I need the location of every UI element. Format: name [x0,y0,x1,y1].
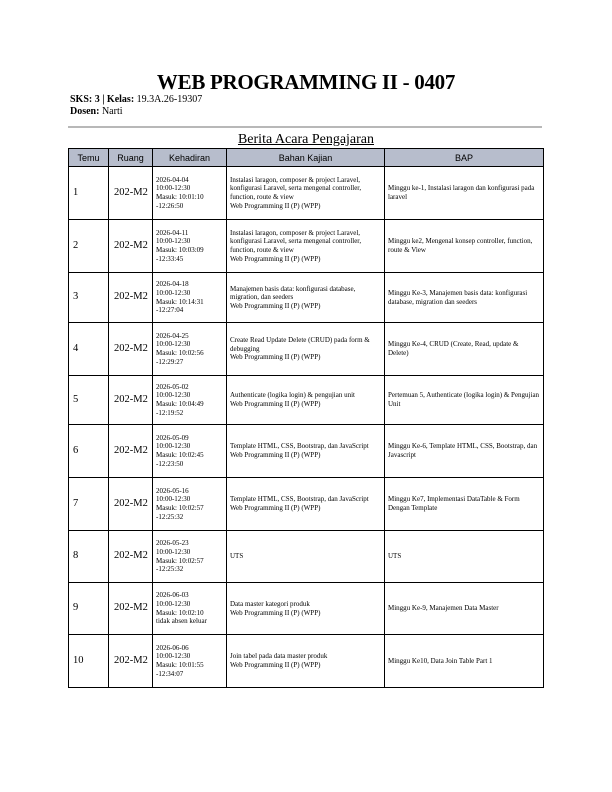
cell-temu: 1 [69,167,109,220]
table-header-row [69,149,544,167]
cell-bap: Minggu Ke10, Data Join Table Part 1 [385,635,544,688]
table-row [69,220,544,273]
cell-ruang: 202-M2 [109,323,153,376]
bahan-text: Manajemen basis data: konfigurasi database, migration, dan seeders Web Programming II (P) (WPP) [230,284,356,310]
kehadiran-text: 2026-06-06 10:00-12:30 Masuk: 10:01:55 -12:34:07 [156,643,204,678]
cell-kehadiran [153,273,227,323]
cell-kehadiran [153,167,227,220]
cell-bap: Minggu Ke-9, Manajemen Data Master [385,583,544,635]
cell-kehadiran [153,376,227,425]
cell-bahan [227,167,385,220]
kehadiran-text: 2026-05-23 10:00-12:30 Masuk: 10:02:57 -12:25:32 [156,539,204,574]
section-title: Berita Acara Pengajaran [237,132,375,147]
bahan-text: Instalasi laragon, composer & project Laravel, konfigurasi Laravel, serta mengenal controller, function, route & view Web Programming II (P) (WPP) [230,175,362,210]
bahan-text: UTS [230,552,244,561]
cell-kehadiran [153,220,227,273]
cell-bap: Minggu Ke-4, CRUD (Create, Read, update & Delete) [385,323,544,376]
divider [68,126,542,128]
cell-temu: 9 [69,583,109,635]
kehadiran-text: 2026-06-03 10:00-12:30 Masuk: 10:02:10 tidak absen keluar [156,591,207,626]
table-row [69,425,544,478]
table-row [69,376,544,425]
kehadiran-text: 2026-04-11 10:00-12:30 Masuk: 10:03:09 -12:33:45 [156,228,204,263]
dosen-value: Narti [101,106,123,117]
bahan-text: Data master kategori produk Web Programming II (P) (WPP) [230,599,321,617]
cell-kehadiran [153,583,227,635]
kehadiran-text: 2026-05-02 10:00-12:30 Masuk: 10:04:49 -12:19:52 [156,382,204,417]
cell-bap: Minggu ke2, Mengenal konsep controller, function, route & View [385,220,544,273]
header-kehadiran: Kehadiran [153,149,227,167]
cell-ruang: 202-M2 [109,425,153,478]
cell-bahan [227,531,385,583]
table-row [69,478,544,531]
cell-bahan [227,635,385,688]
cell-kehadiran [153,323,227,376]
cell-temu: 7 [69,478,109,531]
kehadiran-text: 2026-05-09 10:00-12:30 Masuk: 10:02:45 -12:23:50 [156,433,204,468]
table-row [69,273,544,323]
cell-bap: Minggu ke-1, Instalasi laragon dan konfigurasi pada laravel [385,167,544,220]
cell-bap: Minggu Ke-6, Template HTML, CSS, Bootstrap, dan Javascript [385,425,544,478]
bahan-text: Template HTML, CSS, Bootstrap, dan JavaScript Web Programming II (P) (WPP) [230,495,369,512]
cell-temu: 2 [69,220,109,273]
kehadiran-text: 2026-05-16 10:00-12:30 Masuk: 10:02:57 -12:25:32 [156,486,204,521]
header-temu: Temu [69,149,109,167]
cell-ruang: 202-M2 [109,220,153,273]
table-row [69,323,544,376]
sks-value: 3 [94,94,100,105]
cell-temu: 6 [69,425,109,478]
cell-bahan [227,273,385,323]
cell-ruang: 202-M2 [109,635,153,688]
cell-bap: Minggu Ke7, Implementasi DataTable & Form Dengan Template [385,478,544,531]
kelas-label: | Kelas: [102,94,135,105]
cell-bap: Minggu Ke-3, Manajemen basis data: konfigurasi database, migration dan seeders [385,273,544,323]
cell-kehadiran [153,531,227,583]
cell-ruang: 202-M2 [109,376,153,425]
cell-ruang: 202-M2 [109,583,153,635]
cell-bahan [227,583,385,635]
cell-bahan [227,376,385,425]
cell-kehadiran [153,635,227,688]
kehadiran-text: 2026-04-04 10:00-12:30 Masuk: 10:01:10 -12:26:50 [156,175,204,210]
kelas-value: 19.3A.26-19307 [136,94,203,105]
cell-ruang: 202-M2 [109,478,153,531]
cell-temu: 10 [69,635,109,688]
table-row [69,635,544,688]
cell-bahan [227,478,385,531]
cell-temu: 4 [69,323,109,376]
bahan-text: Instalasi laragon, composer & project Laravel, konfigurasi Laravel, serta mengenal controller, function, route & view Web Programming II (P) (WPP) [230,228,362,263]
bahan-text: Template HTML, CSS, Bootstrap, dan JavaScript Web Programming II (P) (WPP) [230,442,369,459]
kehadiran-text: 2026-04-25 10:00-12:30 Masuk: 10:02:56 -12:29:27 [156,331,204,366]
table-row [69,167,544,220]
header-ruang: Ruang [109,149,153,167]
cell-temu: 3 [69,273,109,323]
table-row [69,531,544,583]
cell-temu: 8 [69,531,109,583]
cell-bap: Pertemuan 5, Authenticate (logika login) & Pengujian Unit [385,376,544,425]
header-bap: BAP [385,149,544,167]
cell-ruang: 202-M2 [109,531,153,583]
bahan-text: Authenticate (logika login) & pengujian unit Web Programming II (P) (WPP) [230,391,355,408]
page-title: WEB PROGRAMMING II - 0407 [156,70,456,94]
lecturer-info [70,106,123,118]
header-bahan-kajian: Bahan Kajian [227,149,385,167]
bahan-text: Create Read Update Delete (CRUD) pada form & debugging Web Programming II (P) (WPP) [230,336,370,362]
dosen-label: Dosen: [70,106,100,117]
course-info [70,94,202,106]
cell-ruang: 202-M2 [109,167,153,220]
sks-label: SKS: [70,94,93,105]
table-row [69,583,544,635]
kehadiran-text: 2026-04-18 10:00-12:30 Masuk: 10:14:31 -12:27:04 [156,280,204,315]
bahan-text: Join tabel pada data master produk Web Programming II (P) (WPP) [230,652,328,669]
cell-temu: 5 [69,376,109,425]
cell-bap: UTS [385,531,544,583]
cell-kehadiran [153,478,227,531]
cell-bahan [227,220,385,273]
teaching-log-table [68,148,544,688]
cell-kehadiran [153,425,227,478]
cell-bahan [227,323,385,376]
cell-bahan [227,425,385,478]
cell-ruang: 202-M2 [109,273,153,323]
